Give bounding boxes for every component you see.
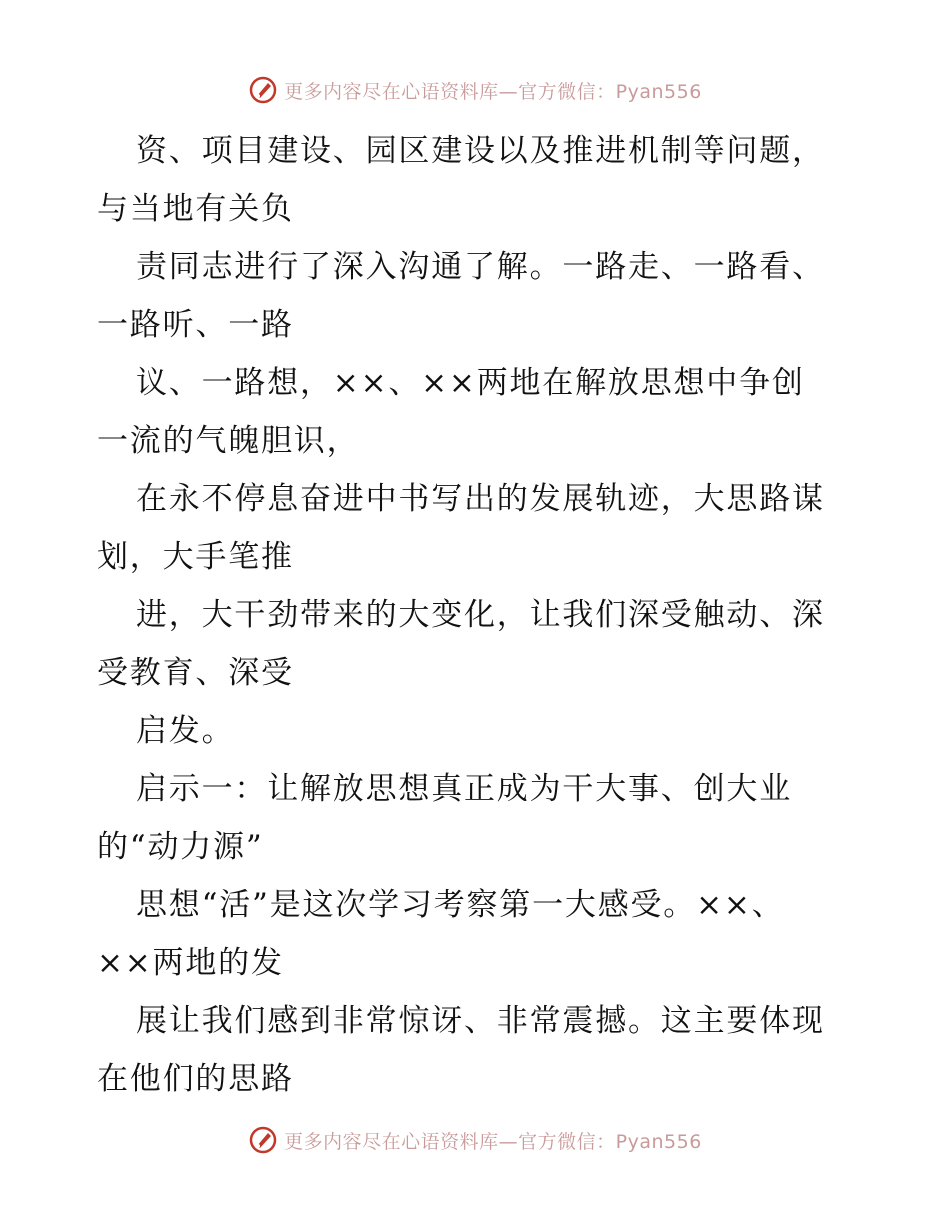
pen-nib-logo-icon [248, 1125, 278, 1155]
footer-banner-text: 更多内容尽在心语资料库—官方微信：Pyan556 [284, 1130, 702, 1153]
header-watermark-banner [0, 70, 950, 110]
text-line: ××两地的发 [97, 945, 284, 981]
text-line: 责同志进行了深入沟通了解。一路走、一路看、 [136, 249, 825, 285]
footer-watermark-banner [0, 1120, 950, 1160]
pen-nib-logo-icon [248, 75, 278, 105]
section-heading-line: 启示一：让解放思想真正成为干大事、创大业 [136, 771, 792, 807]
text-line: 思想“活”是这次学习考察第一大感受。××、 [136, 887, 785, 923]
text-line: 在他们的思路 [97, 1061, 294, 1097]
text-line: 展让我们感到非常惊讶、非常震撼。这主要体现 [136, 1003, 825, 1039]
text-line: 受教育、深受 [97, 655, 294, 691]
text-line: 划，大手笔推 [97, 539, 294, 575]
text-line: 一流的气魄胆识， [97, 423, 360, 459]
text-line: 资、项目建设、园区建设以及推进机制等问题， [136, 133, 825, 169]
header-banner-text: 更多内容尽在心语资料库—官方微信：Pyan556 [284, 80, 702, 103]
text-line: 议、一路想，××、××两地在解放思想中争创 [136, 365, 805, 401]
document-body [97, 122, 857, 1108]
text-line: 启发。 [136, 713, 235, 749]
section-heading-line: 的“动力源” [97, 829, 264, 865]
text-line: 一路听、一路 [97, 307, 294, 343]
text-line: 进，大干劲带来的大变化，让我们深受触动、深 [136, 597, 825, 633]
text-line: 与当地有关负 [97, 191, 294, 227]
text-line: 在永不停息奋进中书写出的发展轨迹，大思路谋 [136, 481, 825, 517]
